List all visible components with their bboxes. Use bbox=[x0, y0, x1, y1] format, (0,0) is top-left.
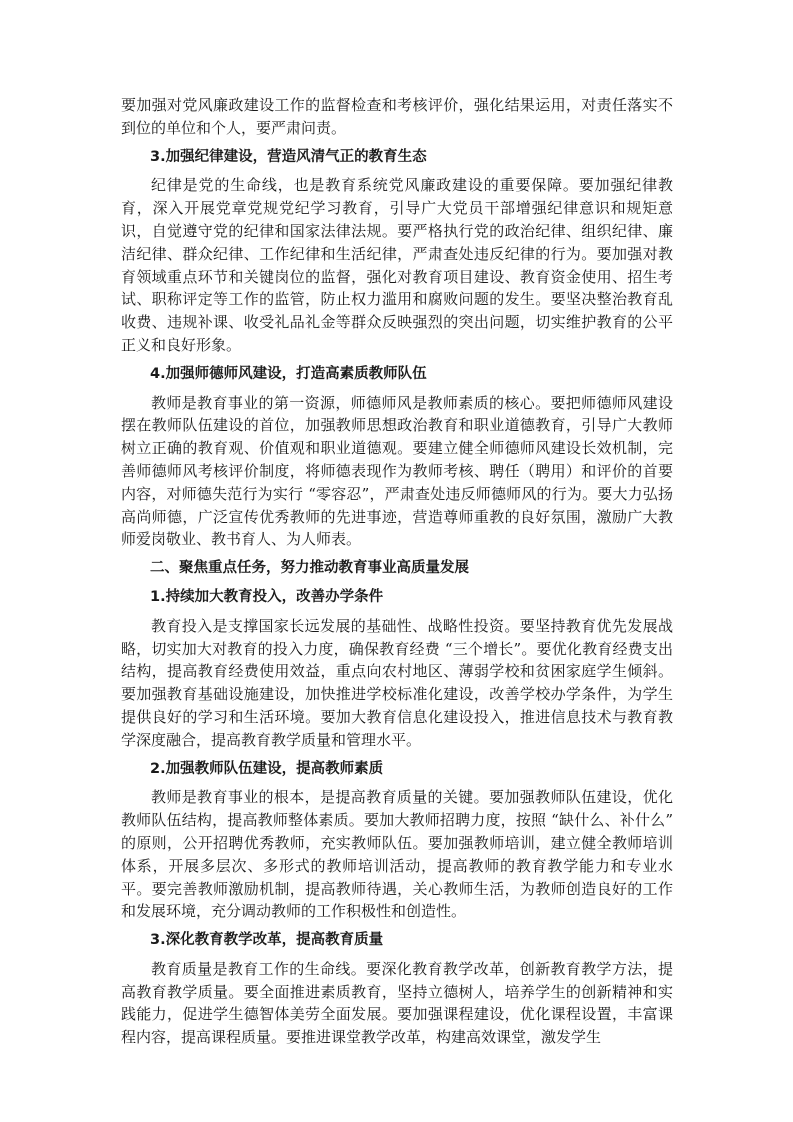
subsection-heading: 4.加强师德师风建设，打造高素质教师队伍 bbox=[150, 365, 427, 382]
subsection-heading: 2.加强教师队伍建设，提高教师素质 bbox=[150, 760, 384, 777]
subsection-heading: 3.加强纪律建设，营造风清气正的教育生态 bbox=[150, 148, 427, 165]
paragraph: 教育投入是支撑国家长远发展的基础性、战略性投资。要坚持教育优先发展战略，切实加大对教育的投入力度，确保教育经费 “三个增长”。要优化教育经费支出结构，提高教育经费使用效益，重点向农村地区、薄弱学校和贫困家庭学生倾斜。要加强教育基础设施建设，加快推进学校标准化建设，改善学校办学条件，为学生提供良好的学习和生活环境。要加大教育信息化建设投入，推进信息技术与教育教学深度融合，提高教育教学质量和管理水平。 bbox=[121, 616, 673, 749]
paragraph: 教育质量是教育工作的生命线。要深化教育教学改革，创新教育教学方法，提高教育教学质量。要全面推进素质教育，坚持立德树人，培养学生的创新精神和实践能力，促进学生德智体美劳全面发展。要加强课程建设，优化课程设置，丰富课程内容，提高课程质量。要推进课堂教学改革，构建高效课堂，激发学生 bbox=[121, 959, 673, 1047]
section-heading: 二、聚焦重点任务，努力推动教育事业高质量发展 bbox=[150, 560, 469, 577]
subsection-heading: 3.深化教育教学改革，提高教育质量 bbox=[150, 932, 384, 949]
paragraph: 纪律是党的生命线，也是教育系统党风廉政建设的重要保障。要加强纪律教育，深入开展党章党规党纪学习教育，引导广大党员干部增强纪律意识和规矩意识，自觉遵守党的纪律和国家法律法规。要严格执行党的政治纪律、组织纪律、廉洁纪律、群众纪律、工作纪律和生活纪律，严肃查处违反纪律的行为。要加强对教育领域重点环节和关键岗位的监督，强化对教育项目建设、教育资金使用、招生考试、职称评定等工作的监管，防止权力滥用和腐败问题的发生。要坚决整治教育乱收费、违规补课、收受礼品礼金等群众反映强烈的突出问题，切实维护教育的公平正义和良好形象。 bbox=[121, 176, 673, 354]
paragraph: 教师是教育事业的根本，是提高教育质量的关键。要加强教师队伍建设，优化教师队伍结构，提高教师整体素质。要加大教师招聘力度，按照 “缺什么、补什么” 的原则，公开招聘优秀教师，充实教师队伍。要加强教师培训，建立健全教师培训体系，开展多层次、多形式的教师培训活动，提高教师的教育教学能力和专业水平。要完善教师激励机制，提高教师待遇，关心教师生活，为教师创造良好的工作和发展环境，充分调动教师的工作积极性和创造性。 bbox=[121, 788, 673, 921]
paragraph: 教师是教育事业的第一资源，师德师风是教师素质的核心。要把师德师风建设摆在教师队伍建设的首位，加强教师思想政治教育和职业道德教育，引导广大教师树立正确的教育观、价值观和职业道德观。要建立健全师德师风建设长效机制，完善师德师风考核评价制度，将师德表现作为教师考核、聘任（聘用）和评价的首要内容，对师德失范行为实行 “零容忍”，严肃查处违反师德师风的行为。要大力弘扬高尚师德，广泛宣传优秀教师的先进事迹，营造尊师重教的良好氛围，激励广大教师爱岗敬业、教书育人、为人师表。 bbox=[121, 393, 673, 549]
document-page bbox=[121, 94, 673, 1055]
paragraph: 要加强对党风廉政建设工作的监督检查和考核评价，强化结果运用，对责任落实不到位的单位和个人，要严肃问责。 bbox=[121, 96, 673, 137]
subsection-heading: 1.持续加大教育投入，改善办学条件 bbox=[150, 588, 384, 605]
